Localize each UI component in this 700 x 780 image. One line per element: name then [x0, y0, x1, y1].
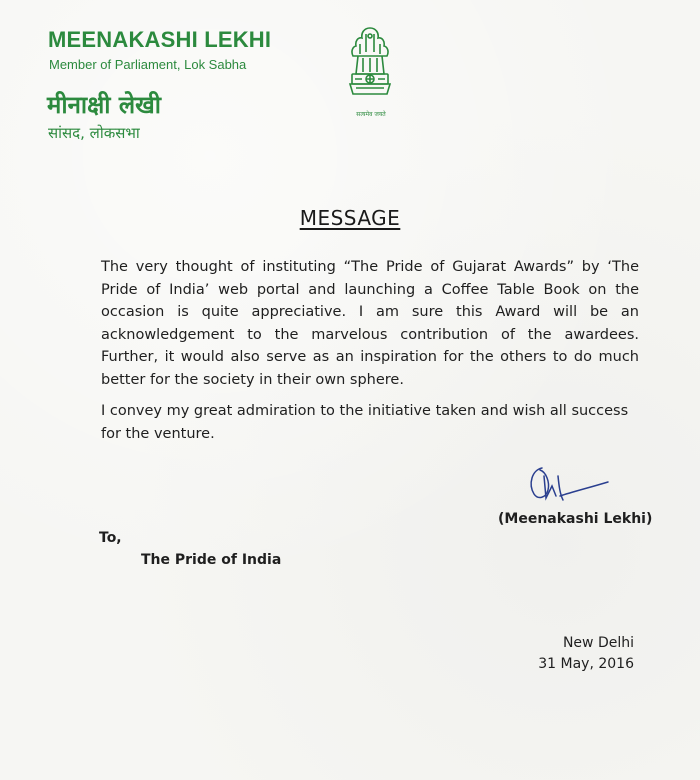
message-heading [0, 206, 700, 230]
letterhead-role-hindi: सांसद, लोकसभा [48, 124, 140, 142]
letter-date: 31 May, 2016 [538, 656, 634, 672]
handwritten-signature [520, 462, 615, 512]
letterhead-name-hindi: मीनाक्षी लेखी [47, 91, 162, 119]
emblem-motto: सत्यमेव जयते [356, 111, 386, 118]
signatory-name: (Meenakashi Lekhi) [498, 511, 653, 527]
place: New Delhi [562, 635, 634, 651]
message-paragraph-2: I convey my great admiration to the initiative taken and wish all success for the venture. [101, 403, 629, 442]
to-label: To, [99, 530, 122, 546]
message-paragraph-1: The very thought of instituting “The Pride of Gujarat Awards” by ‘The Pride of India’ web portal and launching a Coffee Table Book on the occasion is quite appreciative. I am sure this Award will be an acknowledgement to the marvelous contribution of the awardees. Further, it would also serve as an inspiration for the others to do much better for the society in their own sphere. [101, 259, 639, 388]
recipient-name: The Pride of India [141, 552, 282, 568]
national-emblem-icon [340, 22, 400, 122]
letterhead-role-english: Member of Parliament, Lok Sabha [49, 57, 247, 72]
message-heading-text: MESSAGE [299, 206, 401, 230]
letterhead-name-english: MEENAKASHI LEKHI [48, 27, 272, 52]
